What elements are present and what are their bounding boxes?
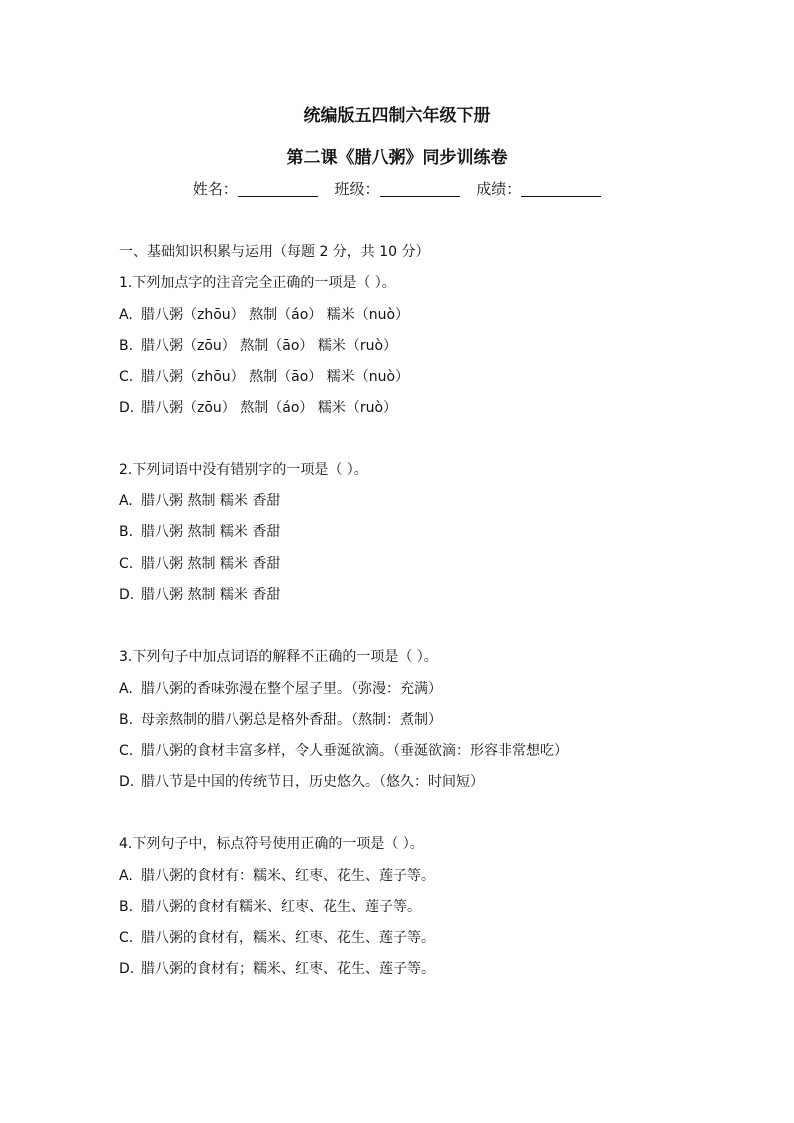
option-letter: A. — [119, 868, 133, 884]
option-letter: C. — [119, 930, 134, 946]
question-stem: 1.下列加点字的注音完全正确的一项是（ ）。 — [119, 275, 396, 291]
option-text: 腊八粥的食材丰富多样，令人垂涎欲滴。（垂涎欲滴：形容非常想吃） — [141, 743, 568, 759]
question-option — [119, 304, 409, 326]
question-option — [119, 865, 435, 887]
class-blank[interactable] — [380, 181, 460, 197]
option-text: 腊八节是中国的传统节日，历史悠久。（悠久：时间短） — [141, 774, 484, 790]
score-blank[interactable] — [521, 181, 601, 197]
option-letter: C. — [119, 369, 134, 385]
question-option — [119, 927, 435, 949]
question-option — [119, 771, 484, 793]
question-option — [119, 958, 435, 980]
option-text: 腊八粥（zōu） 熬制（āo） 糯米（ruò） — [141, 338, 398, 354]
option-letter: C. — [119, 743, 134, 759]
option-text: 腊八粥的食材有糯米、红枣、花生、莲子等。 — [141, 899, 421, 915]
document-title: 统编版五四制六年级下册 — [303, 106, 491, 126]
question-option — [119, 521, 280, 543]
student-info-line — [0, 177, 794, 201]
option-letter: B. — [119, 338, 134, 354]
option-text: 腊八粥 熬制 糯米 香甜 — [141, 556, 281, 572]
option-text: 腊八粥（zhōu） 熬制（áo） 糯米（nuò） — [141, 307, 410, 323]
option-letter: C. — [119, 556, 134, 572]
option-letter: D. — [119, 400, 135, 416]
option-text: 腊八粥 熬制 糯米 香甜 — [141, 524, 281, 540]
option-letter: D. — [119, 774, 135, 790]
question-option — [119, 490, 280, 512]
question-option — [119, 709, 442, 731]
question-option — [119, 366, 409, 388]
option-text: 腊八粥 熬制 糯米 香甜 — [141, 587, 281, 603]
question-option — [119, 553, 280, 575]
question-option — [119, 678, 442, 700]
option-text: 腊八粥的食材有，糯米、红枣、花生、莲子等。 — [141, 930, 435, 946]
name-label: 姓名： — [192, 180, 238, 198]
option-text: 腊八粥的食材有；糯米、红枣、花生、莲子等。 — [141, 961, 435, 977]
option-text: 腊八粥（zōu） 熬制（áo） 糯米（ruò） — [141, 400, 398, 416]
class-label: 班级： — [334, 180, 380, 198]
question-option — [119, 397, 397, 419]
option-letter: B. — [119, 899, 134, 915]
option-letter: B. — [119, 712, 134, 728]
score-label: 成绩： — [476, 180, 522, 198]
option-text: 腊八粥 熬制 糯米 香甜 — [141, 493, 281, 509]
section-heading: 一、基础知识积累与运用（每题 2 分，共 10 分） — [119, 244, 430, 260]
option-letter: B. — [119, 524, 134, 540]
question-option — [119, 896, 421, 918]
option-letter: D. — [119, 961, 135, 977]
question-option — [119, 335, 397, 357]
option-letter: A. — [119, 681, 133, 697]
lesson-title: 第二课《腊八粥》同步训练卷 — [286, 148, 508, 168]
question-stem: 3.下列句子中加点词语的解释不正确的一项是（ ）。 — [119, 649, 438, 665]
option-text: 母亲熬制的腊八粥总是格外香甜。（熬制：煮制） — [141, 712, 442, 728]
option-letter: D. — [119, 587, 135, 603]
name-blank[interactable] — [238, 181, 318, 197]
question-option — [119, 740, 568, 762]
option-text: 腊八粥（zhōu） 熬制（āo） 糯米（nuò） — [141, 369, 410, 385]
option-letter: A. — [119, 493, 133, 509]
question-stem: 2.下列词语中没有错别字的一项是（ ）。 — [119, 462, 368, 478]
question-stem: 4.下列句子中，标点符号使用正确的一项是（ ）。 — [119, 836, 424, 852]
option-text: 腊八粥的食材有：糯米、红枣、花生、莲子等。 — [141, 868, 435, 884]
option-text: 腊八粥的香味弥漫在整个屋子里。（弥漫：充满） — [141, 681, 442, 697]
option-letter: A. — [119, 307, 133, 323]
question-option — [119, 584, 280, 606]
